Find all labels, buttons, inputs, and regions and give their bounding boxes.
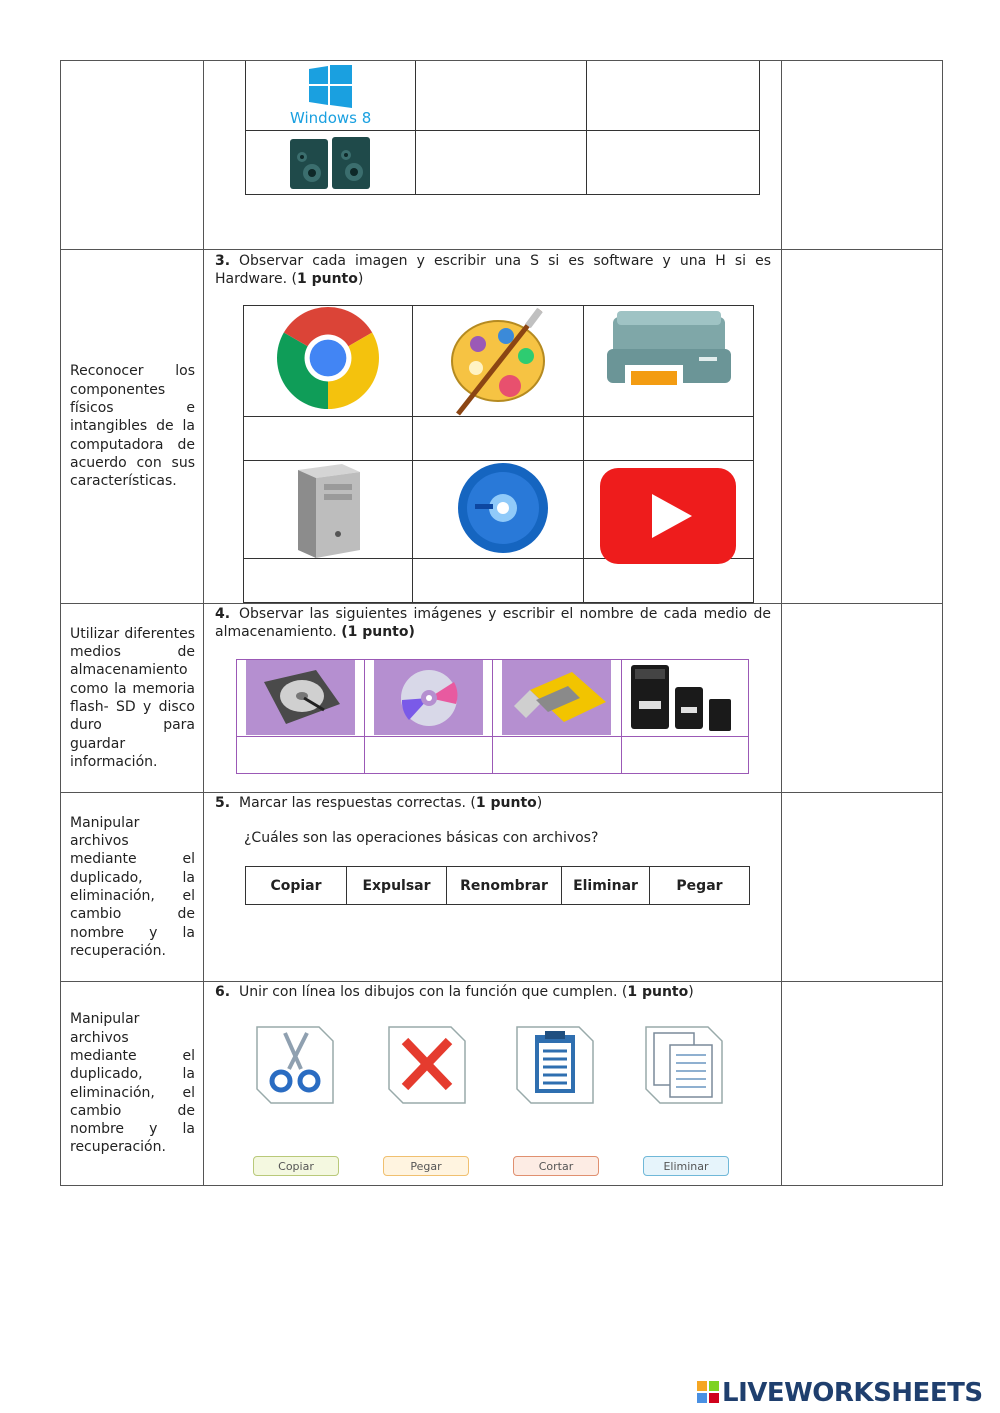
youtube-logo [600, 468, 736, 564]
windows-label: Windows 8 [290, 109, 372, 127]
label-copiar[interactable]: Copiar [253, 1156, 339, 1176]
objective-q6: Manipular archivos mediante el duplicado, la eliminación, el cambio de nombre y la recuperación. [70, 1011, 195, 1156]
q5-cell [204, 793, 782, 982]
image-grid-top-cell [204, 61, 782, 250]
q3-answer-5[interactable] [413, 559, 582, 602]
score-cell-q4 [782, 604, 943, 793]
q6-instruction: 6. Unir con línea los dibujos con la función que cumplen. (1 punto) [215, 984, 694, 1000]
scissors-icon[interactable] [255, 1025, 335, 1105]
q4-answer-3[interactable] [493, 737, 620, 773]
q4-answer-4[interactable] [622, 737, 748, 773]
q5-text: Marcar las respuestas correctas. ( [239, 795, 476, 811]
q6-text: Unir con línea los dibujos con la función que cumplen. ( [239, 984, 628, 1000]
cd-disc-image [374, 660, 483, 735]
option-copiar[interactable]: Copiar [246, 867, 347, 905]
sd-memory-cards-image [629, 661, 742, 735]
label-pegar[interactable]: Pegar [383, 1156, 469, 1176]
option-expulsar[interactable]: Expulsar [347, 867, 447, 905]
option-eliminar[interactable]: Eliminar [562, 867, 650, 905]
printer-image [607, 309, 731, 399]
q3-answer-3[interactable] [584, 417, 753, 459]
score-cell-q6 [782, 982, 943, 1186]
q3-number: 3. [215, 253, 231, 269]
score-cell-q3 [782, 250, 943, 604]
worksheet-table [60, 60, 943, 1186]
label-cortar[interactable]: Cortar [513, 1156, 599, 1176]
speakers-image [288, 135, 374, 191]
q5-options-table [245, 866, 750, 905]
blu-ray-disc-image [457, 462, 549, 554]
usb-flash-drive-image [502, 660, 611, 735]
copy-documents-icon[interactable] [644, 1025, 724, 1105]
q3-answer-2[interactable] [413, 417, 582, 459]
objective-q4: Utilizar diferentes medios de almacenamiento como la memoria flash- SD y disco duro para guardar información. [70, 625, 195, 770]
score-cell-q5 [782, 793, 943, 982]
label-eliminar[interactable]: Eliminar [643, 1156, 729, 1176]
q3-answer-4[interactable] [244, 559, 411, 602]
windows-8-logo [288, 65, 378, 129]
q4-cell [204, 604, 782, 793]
hard-disk-image [246, 660, 355, 735]
objective-cell-q6 [61, 982, 204, 1186]
q6-points: 1 punto [627, 984, 689, 1000]
q4-answer-2[interactable] [365, 737, 491, 773]
objective-cell-q5 [61, 793, 204, 982]
chrome-logo [277, 307, 379, 409]
q4-points: (1 punto) [341, 624, 415, 640]
q4-text: Observar las siguientes imágenes y escribir el nombre de cada medio de almacenamiento. [215, 606, 771, 640]
objective-cell-q3 [61, 250, 204, 604]
q5-number: 5. [215, 795, 231, 811]
q5-question: ¿Cuáles son las operaciones básicas con archivos? [244, 830, 599, 846]
clipboard-icon[interactable] [515, 1025, 595, 1105]
objective-cell-empty [61, 61, 204, 250]
q3-answer-1[interactable] [244, 417, 411, 459]
q6-number: 6. [215, 984, 231, 1000]
q4-answer-1[interactable] [237, 737, 363, 773]
objective-q3: Reconocer los componentes físicos e intangibles de la computadora de acuerdo con sus características. [70, 363, 195, 490]
liveworksheets-logo-icon [697, 1381, 719, 1403]
q4-instruction [215, 605, 771, 641]
option-pegar[interactable]: Pegar [650, 867, 750, 905]
computer-tower-image [294, 462, 364, 558]
q5-points: 1 punto [475, 795, 537, 811]
score-cell-1 [782, 61, 943, 250]
q3-instruction: 3. Observar cada imagen y escribir una S si es software y una H si es Hardware. (1 punto) [215, 253, 771, 287]
q3-cell [204, 250, 782, 604]
q6-cell [204, 982, 782, 1186]
delete-x-icon[interactable] [387, 1025, 467, 1105]
objective-q5: Manipular archivos mediante el duplicado, la eliminación, el cambio de nombre y la recuperación. [70, 814, 195, 959]
q5-instruction: 5. Marcar las respuestas correctas. (1 punto) [215, 795, 543, 811]
q3-points: 1 punto [296, 271, 358, 287]
paint-palette-image [447, 306, 549, 416]
option-renombrar[interactable]: Renombrar [447, 867, 562, 905]
liveworksheets-brand[interactable]: LIVEWORKSHEETS [722, 1378, 983, 1408]
q3-answer-6[interactable] [584, 559, 753, 602]
q3-text: Observar cada imagen y escribir una S si es software y una H si es Hardware. ( [215, 253, 771, 287]
q4-number: 4. [215, 606, 231, 622]
objective-cell-q4 [61, 604, 204, 793]
